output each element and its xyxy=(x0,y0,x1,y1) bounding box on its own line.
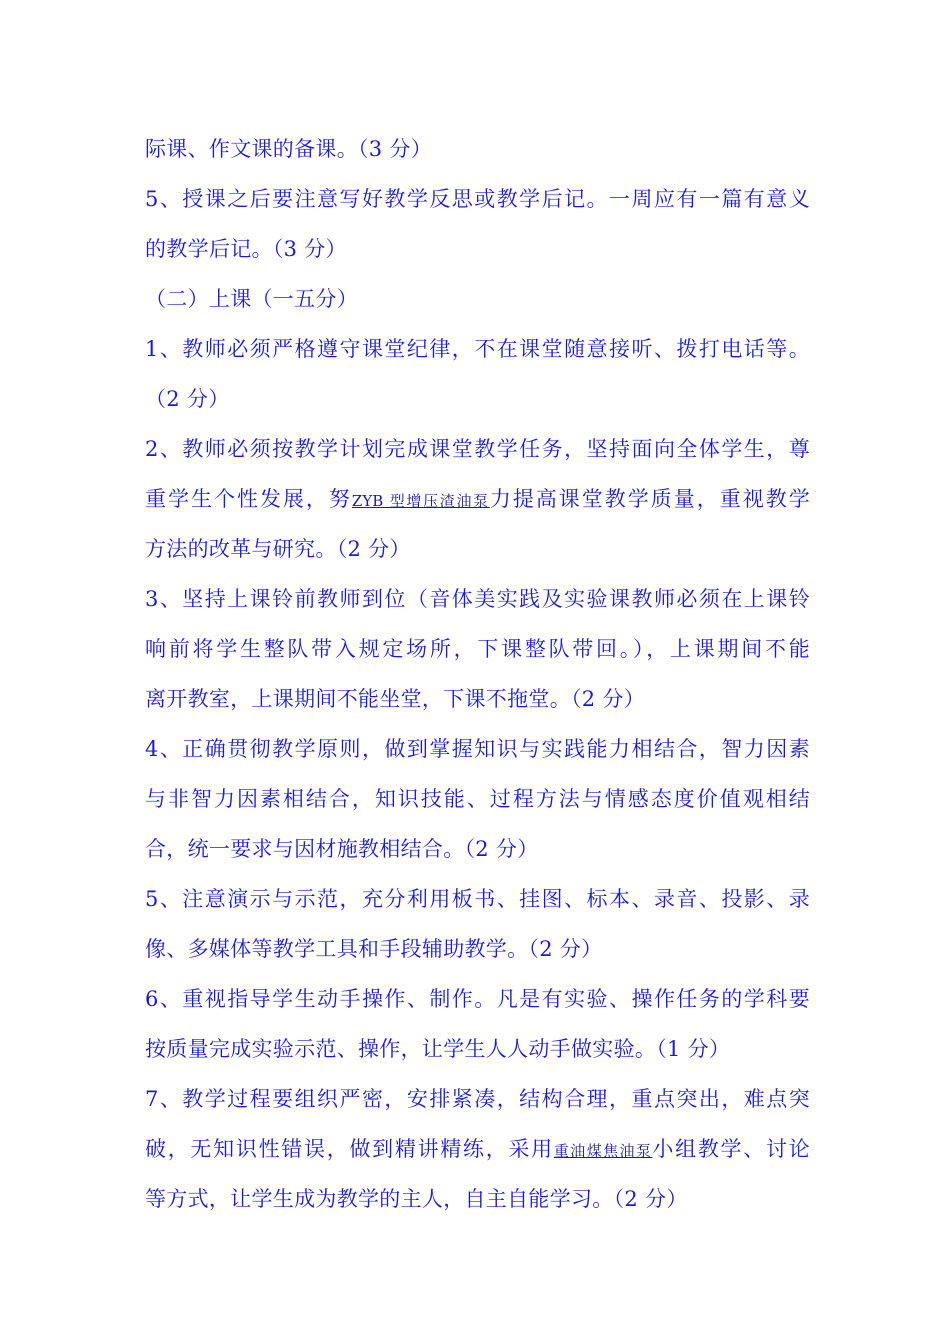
text-line: 6、重视指导学生动手操作、制作。凡是有实验、操作任务的学科要 xyxy=(145,987,810,1011)
text-line-with-link xyxy=(145,1124,810,1174)
text-line: 际课、作文课的备课。（3 分） xyxy=(145,137,433,161)
pump-link[interactable]: ZYB 型增压渣油泵 xyxy=(351,492,490,510)
section-heading: （二）上课（一五分） xyxy=(145,287,358,311)
text-fragment: 破，无知识性错误，做到精讲精练，采用 xyxy=(145,1137,554,1161)
text-line: 3、坚持上课铃前教师到位（音体美实践及实验课教师必须在上课铃 xyxy=(145,587,810,611)
text-line: 响前将学生整队带入规定场所，下课整队带回。），上课期间不能 xyxy=(145,637,810,661)
pump-link[interactable]: 重油煤焦油泵 xyxy=(553,1142,653,1160)
text-line: 2、教师必须按教学计划完成课堂教学任务，坚持面向全体学生，尊 xyxy=(145,437,810,461)
text-line: 等方式，让学生成为教学的主人，自主自能学习。（2 分） xyxy=(145,1187,688,1211)
text-line: 5、授课之后要注意写好教学反思或教学后记。一周应有一篇有意义 xyxy=(145,187,810,211)
text-line: 方法的改革与研究。（2 分） xyxy=(145,537,411,561)
text-line: 按质量完成实验示范、操作，让学生人人动手做实验。（1 分） xyxy=(145,1037,731,1061)
text-line-with-link xyxy=(145,474,810,524)
text-line: （2 分） xyxy=(145,387,230,411)
text-line: 5、注意演示与示范，充分利用板书、挂图、标本、录音、投影、录 xyxy=(145,887,810,911)
text-line: 的教学后记。（3 分） xyxy=(145,237,347,261)
text-line: 4、正确贯彻教学原则，做到掌握知识与实践能力相结合，智力因素 xyxy=(145,737,810,761)
text-fragment: 重学生个性发展，努 xyxy=(145,487,352,511)
text-fragment: 力提高课堂教学质量，重视教学 xyxy=(489,487,810,511)
text-line: 合，统一要求与因材施教相结合。（2 分） xyxy=(145,837,539,861)
text-line: 7、教学过程要组织严密，安排紧凑，结构合理，重点突出，难点突 xyxy=(145,1087,810,1111)
document-body xyxy=(145,124,810,1224)
text-line: 像、多媒体等教学工具和手段辅助教学。（2 分） xyxy=(145,937,603,961)
text-line: 1、教师必须严格遵守课堂纪律，不在课堂随意接听、拨打电话等。 xyxy=(145,337,810,361)
text-line: 离开教室，上课期间不能坐堂，下课不拖堂。（2 分） xyxy=(145,687,646,711)
text-fragment: 小组教学、讨论 xyxy=(652,1137,810,1161)
text-line: 与非智力因素相结合，知识技能、过程方法与情感态度价值观相结 xyxy=(145,787,810,811)
